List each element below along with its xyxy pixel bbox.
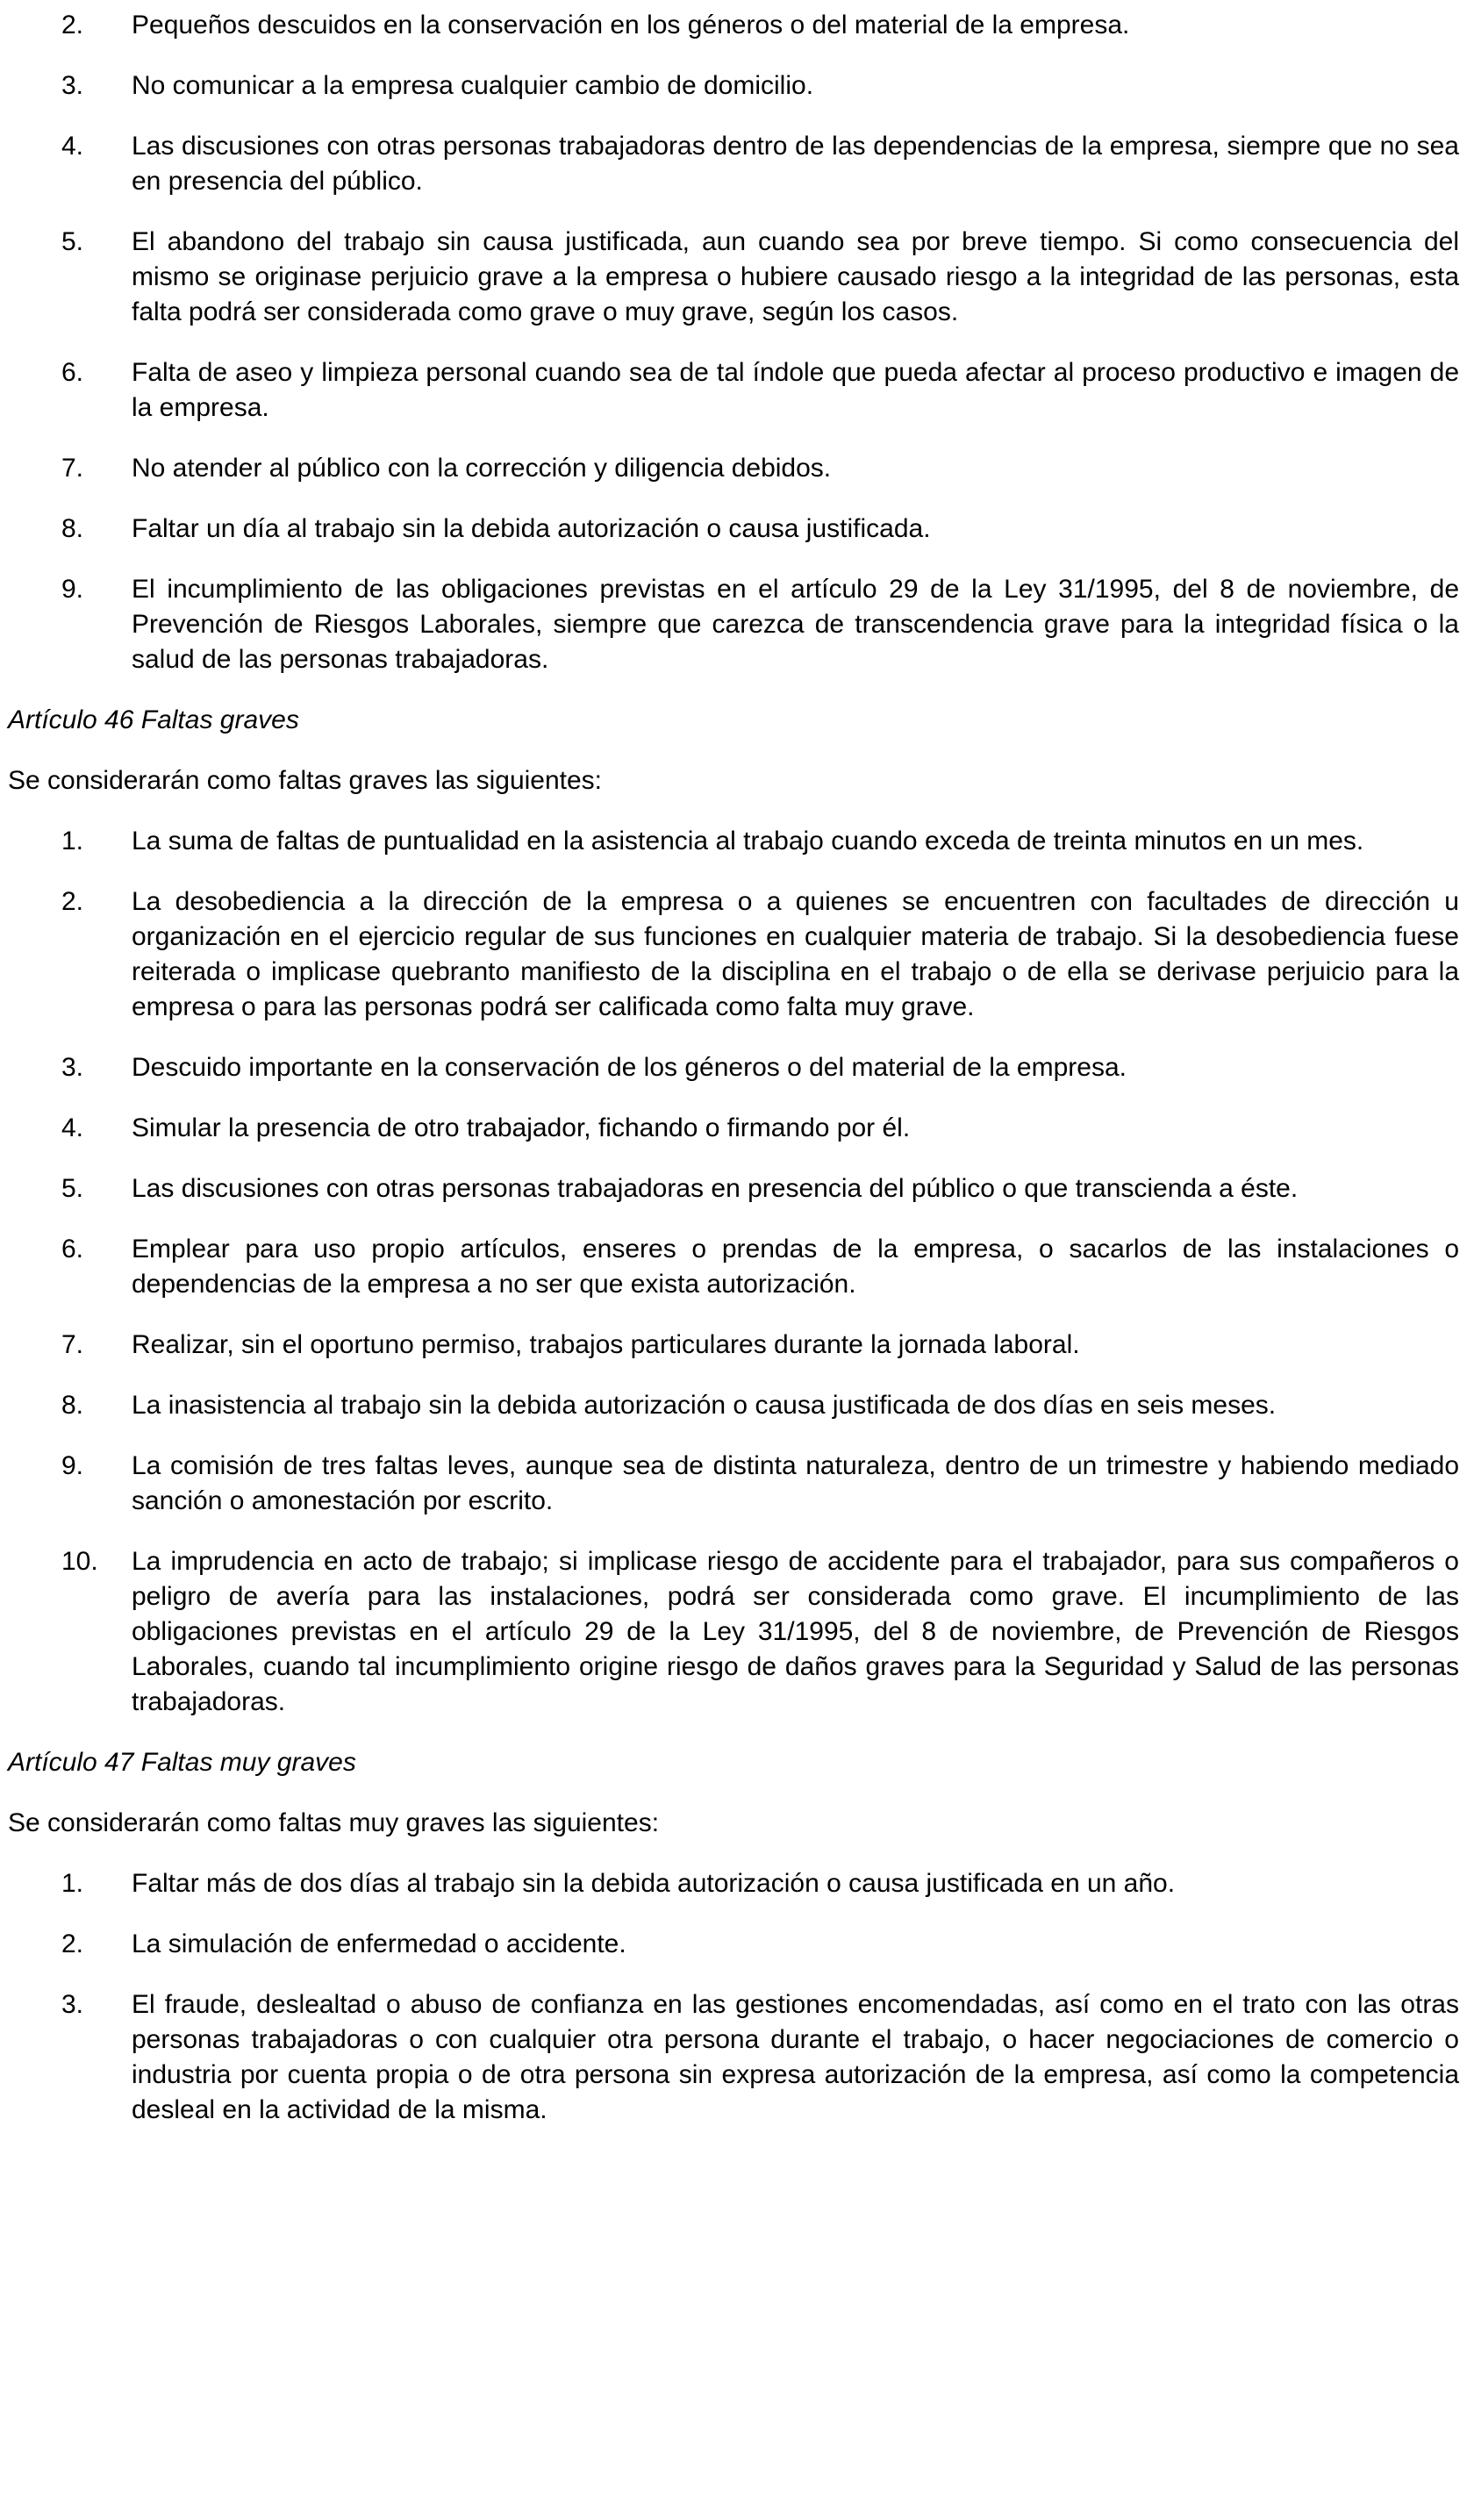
item-number: 10. (61, 1547, 98, 1576)
item-text: La simulación de enfermedad o accidente. (132, 1929, 626, 1958)
item-text: La imprudencia en acto de trabajo; si implicase riesgo de accidente para el trabajador, para sus compañeros o peligro de avería para las instalaciones, podrá ser considerada como grave. El incumplimiento de las obligaciones previstas en el artículo 29 de la Ley 31/1995, del 8 de noviembre, de Prevención de Riesgos Laborales, cuando tal incumplimiento origine riesgo de daños graves para la Seguridad y Salud de las personas trabajadoras. (132, 1547, 1459, 1716)
item-text: No atender al público con la corrección y diligencia debidos. (132, 454, 832, 483)
list-item (8, 225, 1459, 330)
item-number: 6. (61, 1235, 84, 1264)
item-number: 3. (61, 1053, 84, 1082)
ordered-list (8, 1866, 1459, 2128)
ordered-list (8, 8, 1459, 677)
list-item (8, 451, 1459, 486)
item-text: Las discusiones con otras personas trabajadoras dentro de las dependencias de la empresa, siempre que no sea en presencia del público. (132, 132, 1459, 196)
list-item (8, 355, 1459, 426)
list-item (8, 1232, 1459, 1302)
list-item (8, 1171, 1459, 1206)
list-item (8, 8, 1459, 43)
list-item (8, 129, 1459, 199)
item-text: Las discusiones con otras personas trabajadoras en presencia del público o que transcienda a éste. (132, 1174, 1299, 1203)
list-item (8, 884, 1459, 1025)
item-number: 7. (61, 1330, 84, 1359)
intro-paragraph: Se considerarán como faltas graves las siguientes: (8, 766, 603, 795)
list-item (8, 1449, 1459, 1519)
item-number: 1. (61, 827, 84, 856)
item-text: Falta de aseo y limpieza personal cuando sea de tal índole que pueda afectar al proceso productivo e imagen de la empresa. (132, 358, 1459, 422)
item-number: 1. (61, 1869, 84, 1898)
item-text: Pequeños descuidos en la conservación en los géneros o del material de la empresa. (132, 11, 1130, 39)
ordered-list (8, 824, 1459, 1720)
item-text: El fraude, deslealtad o abuso de confianza en las gestiones encomendadas, así como en el trato con las otras personas trabajadoras o con cualquier otra persona durante el trabajo, o hacer negociaciones de comercio o industria por cuenta propia o de otra persona sin expresa autorización de la empresa, así como la competencia desleal en la actividad de la misma. (132, 1990, 1459, 2124)
item-text: No comunicar a la empresa cualquier cambio de domicilio. (132, 71, 814, 100)
list-item (8, 1111, 1459, 1146)
item-number: 2. (61, 887, 84, 916)
list-item (8, 68, 1459, 104)
item-number: 4. (61, 1113, 84, 1142)
item-number: 9. (61, 1451, 84, 1480)
item-number: 4. (61, 132, 84, 161)
list-item (8, 1388, 1459, 1423)
item-number: 5. (61, 227, 84, 256)
item-text: La comisión de tres faltas leves, aunque sea de distinta naturaleza, dentro de un trimestre y habiendo mediado sanción o amonestación por escrito. (132, 1451, 1459, 1515)
list-item (8, 1328, 1459, 1363)
item-number: 8. (61, 514, 84, 543)
list-item (8, 1987, 1459, 2128)
item-text: Realizar, sin el oportuno permiso, trabajos particulares durante la jornada laboral. (132, 1330, 1080, 1359)
item-text: Faltar un día al trabajo sin la debida autorización o causa justificada. (132, 514, 931, 543)
item-text: El abandono del trabajo sin causa justificada, aun cuando sea por breve tiempo. Si como consecuencia del mismo se originase perjuicio grave a la empresa o hubiere causado riesgo a la integridad de las personas, esta falta podrá ser considerada como grave o muy grave, según los casos. (132, 227, 1459, 326)
list-item (8, 1866, 1459, 1901)
item-number: 2. (61, 11, 84, 39)
item-text: La desobediencia a la dirección de la empresa o a quienes se encuentren con facultades de dirección u organización en el ejercicio regular de sus funciones en cualquier materia de trabajo. Si la desobediencia fuese reiterada o implicase quebranto manifiesto de la disciplina en el trabajo o de ella se derivase perjuicio para la empresa o para las personas podrá ser calificada como falta muy grave. (132, 887, 1459, 1021)
item-number: 8. (61, 1391, 84, 1420)
item-text: Emplear para uso propio artículos, enseres o prendas de la empresa, o sacarlos de las instalaciones o dependencias de la empresa a no ser que exista autorización. (132, 1235, 1459, 1299)
item-number: 6. (61, 358, 84, 387)
item-number: 3. (61, 71, 84, 100)
list-item (8, 512, 1459, 547)
list-item (8, 1544, 1459, 1720)
item-text: Simular la presencia de otro trabajador, fichando o firmando por él. (132, 1113, 911, 1142)
list-item (8, 1927, 1459, 1962)
list-item (8, 824, 1459, 859)
item-number: 9. (61, 575, 84, 604)
item-number: 5. (61, 1174, 84, 1203)
list-item (8, 1050, 1459, 1085)
item-text: El incumplimiento de las obligaciones previstas en el artículo 29 de la Ley 31/1995, del 8 de noviembre, de Prevención de Riesgos Laborales, siempre que carezca de transcendencia grave para la integridad física o la salud de las personas trabajadoras. (132, 575, 1459, 674)
item-text: Descuido importante en la conservación de los géneros o del material de la empresa. (132, 1053, 1127, 1082)
intro-paragraph: Se considerarán como faltas muy graves las siguientes: (8, 1808, 660, 1837)
article-heading: Artículo 46 Faltas graves (8, 705, 299, 734)
item-text: La inasistencia al trabajo sin la debida autorización o causa justificada de dos días en seis meses. (132, 1391, 1277, 1420)
item-number: 3. (61, 1990, 84, 2019)
list-item (8, 572, 1459, 677)
item-text: Faltar más de dos días al trabajo sin la debida autorización o causa justificada en un año. (132, 1869, 1176, 1898)
item-number: 7. (61, 454, 84, 483)
item-text: La suma de faltas de puntualidad en la asistencia al trabajo cuando exceda de treinta minutos en un mes. (132, 827, 1364, 856)
item-number: 2. (61, 1929, 84, 1958)
article-heading: Artículo 47 Faltas muy graves (8, 1748, 356, 1777)
